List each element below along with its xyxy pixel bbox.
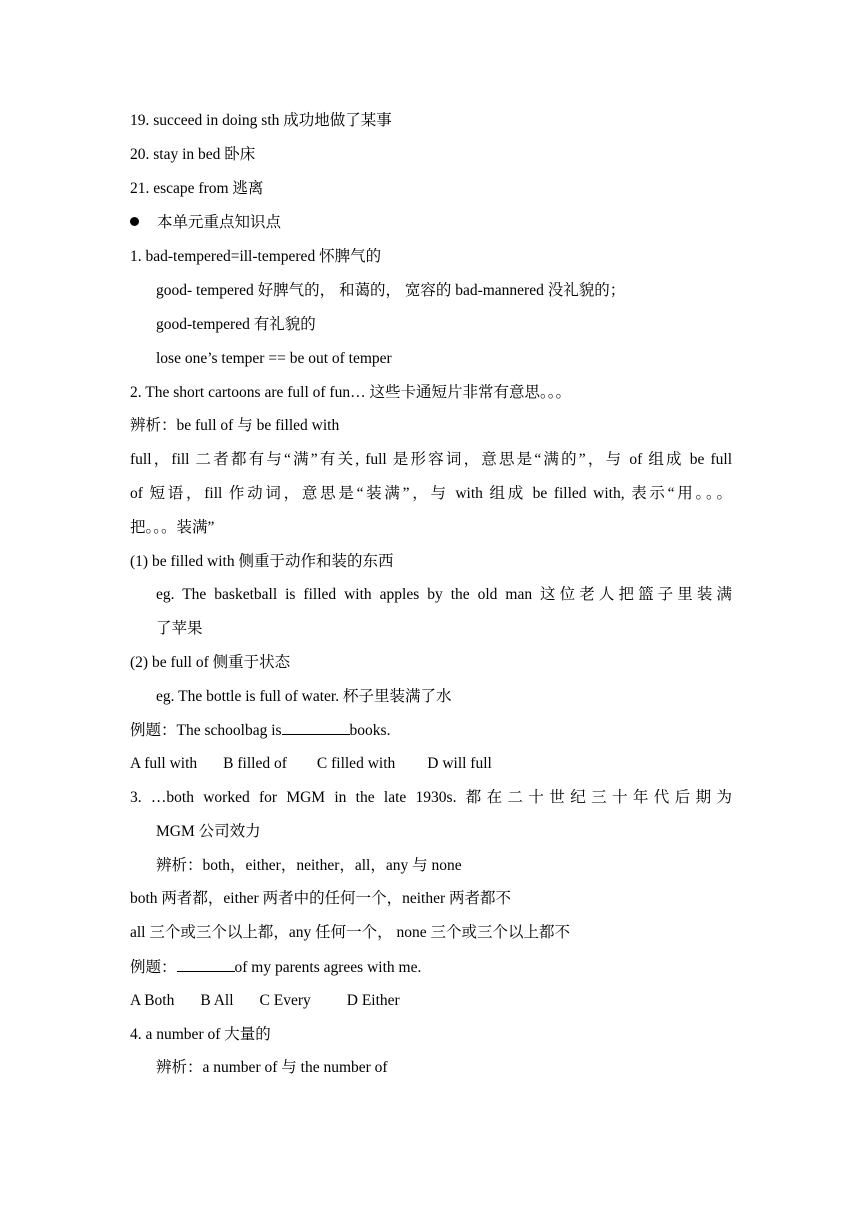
point-2-sub-1: (1) be filled with 侧重于动作和装的东西 [130, 553, 394, 570]
option-b: B filled of [223, 755, 287, 772]
section-heading [130, 213, 281, 233]
point-2-text-1: full，fill 二者都有与“满”有关, full 是形容词，意思是“满的”，与 of 组成 be full [130, 451, 732, 468]
exercise-1-prefix: 例题：The schoolbag is [130, 722, 282, 739]
exercise-2-suffix: of my parents agrees with me. [234, 959, 422, 976]
option-c: C filled with [316, 755, 396, 772]
point-4-heading: 4. a number of 大量的 [130, 1026, 271, 1043]
item-21: 21. escape from 逃离 [130, 180, 264, 197]
option-a: A full with [130, 755, 198, 772]
point-2-sub-2-example: eg. The bottle is full of water. 杯子里装满了水 [156, 688, 452, 705]
point-4-analysis: 辨析：a number of 与 the number of [156, 1059, 388, 1076]
point-3-analysis: 辨析：both，either，neither，all，any 与 none [156, 857, 462, 874]
exercise-2 [130, 957, 421, 978]
point-2-heading: 2. The short cartoons are full of fun… 这些卡通短片非常有意思。。。 [130, 384, 571, 401]
exercise-1-options [130, 754, 514, 774]
point-2-sub-1-example-cont: 了苹果 [156, 620, 203, 637]
answer-blank [177, 957, 235, 972]
point-1-line-c: lose one’s temper == be out of temper [156, 350, 392, 367]
point-2-text-2: of 短语，fill 作动词，意思是“装满”，与 with 组成 be filled with, 表示“用。。。 [130, 485, 732, 502]
option-b: B All [200, 992, 234, 1009]
exercise-1-suffix: books. [349, 722, 391, 739]
point-2-sub-1-example: eg. The basketball is filled with apples by the old man 这位老人把篮子里装满 [156, 586, 732, 603]
exercise-2-options [130, 991, 422, 1011]
item-19: 19. succeed in doing sth 成功地做了某事 [130, 112, 392, 129]
exercise-2-prefix: 例题： [130, 959, 177, 976]
point-3-heading: 3. …both worked for MGM in the late 1930s. 都在二十世纪三十年代后期为 [130, 789, 732, 806]
option-c: C Every [259, 992, 311, 1009]
option-d: D will full [427, 755, 492, 772]
point-2-text-3: 把。。。装满” [130, 519, 215, 536]
option-d: D Either [346, 992, 400, 1009]
point-2-sub-2: (2) be full of 侧重于状态 [130, 654, 291, 671]
point-1-heading: 1. bad-tempered=ill-tempered 怀脾气的 [130, 248, 382, 265]
point-2-analysis: 辨析：be full of 与 be filled with [130, 417, 340, 434]
point-3-heading-cont: MGM 公司效力 [156, 823, 261, 840]
point-3-text-1: both 两者都，either 两者中的任何一个，neither 两者都不 [130, 890, 512, 907]
option-a: A Both [130, 992, 175, 1009]
item-20: 20. stay in bed 卧床 [130, 146, 256, 163]
section-title: 本单元重点知识点 [157, 214, 282, 231]
point-3-text-2: all 三个或三个以上都，any 任何一个， none 三个或三个以上都不 [130, 924, 571, 941]
bullet-icon [130, 217, 139, 226]
answer-blank [282, 720, 350, 735]
point-1-line-b: good-tempered 有礼貌的 [156, 316, 316, 333]
point-1-line-a: good- tempered 好脾气的， 和蔼的， 宽容的 bad-mannered 没礼貌的； [156, 282, 626, 299]
exercise-1 [130, 720, 390, 741]
